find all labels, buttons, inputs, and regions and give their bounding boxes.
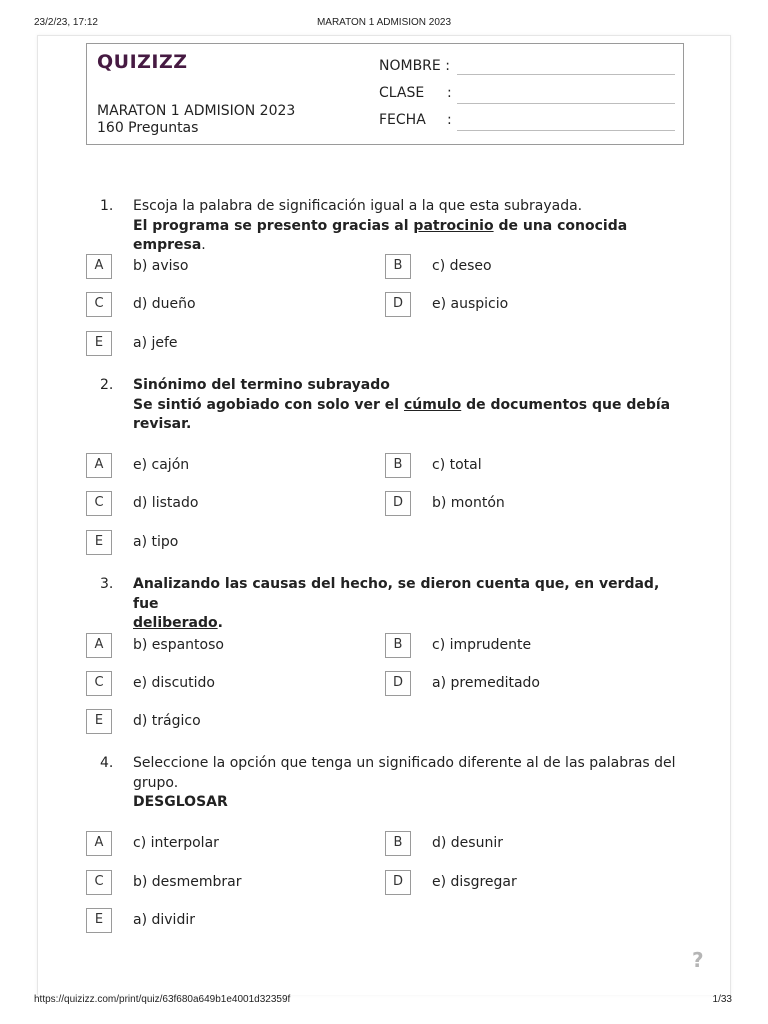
field-underline xyxy=(457,103,675,104)
option-box-c[interactable]: C xyxy=(86,292,112,317)
quizizz-logo: QUIZIZZ xyxy=(97,51,188,73)
field-label: FECHA xyxy=(379,112,426,128)
page-frame xyxy=(37,35,731,995)
help-button[interactable]: ? xyxy=(692,948,704,972)
option-box-b[interactable]: B xyxy=(385,254,411,279)
text-segment: . xyxy=(217,615,223,631)
option-text: c) deseo xyxy=(432,258,492,274)
question-text xyxy=(133,376,678,435)
field-colon: : xyxy=(447,85,452,101)
text-segment: de una conocida empresa xyxy=(133,217,628,253)
option-text: b) montón xyxy=(432,495,505,511)
field-label: CLASE xyxy=(379,85,425,101)
question-number: 3. xyxy=(100,576,114,592)
option-text: b) aviso xyxy=(133,258,189,274)
text-segment: . xyxy=(201,237,206,253)
quiz-header-box xyxy=(86,43,684,145)
option-box-d[interactable]: D xyxy=(385,671,411,696)
option-box-d[interactable]: D xyxy=(385,870,411,895)
question-line xyxy=(133,614,678,634)
question-line xyxy=(133,396,678,416)
question-number: 4. xyxy=(100,755,114,771)
option-text: e) discutido xyxy=(133,675,215,691)
option-text: e) cajón xyxy=(133,457,190,473)
question-line: revisar. xyxy=(133,416,192,432)
option-box-c[interactable]: C xyxy=(86,870,112,895)
underlined-word: cúmulo xyxy=(403,396,462,413)
option-box-b[interactable]: B xyxy=(385,633,411,658)
question-line: Sinónimo del termino subrayado xyxy=(133,377,390,393)
option-box-b[interactable]: B xyxy=(385,453,411,478)
option-text: a) premeditado xyxy=(432,675,540,691)
underlined-word: deliberado xyxy=(133,615,218,631)
option-text: e) auspicio xyxy=(432,296,509,312)
option-text: c) imprudente xyxy=(432,637,532,653)
option-text: d) desunir xyxy=(432,835,503,851)
field-underline xyxy=(457,130,675,131)
option-box-e[interactable]: E xyxy=(86,709,112,734)
question-text xyxy=(133,754,678,813)
question-line: grupo. xyxy=(133,774,179,791)
option-box-e[interactable]: E xyxy=(86,331,112,356)
option-text: d) dueño xyxy=(133,296,196,312)
option-box-a[interactable]: A xyxy=(86,633,112,658)
field-underline xyxy=(457,74,675,75)
question-text xyxy=(133,575,678,634)
option-box-a[interactable]: A xyxy=(86,831,112,856)
question-number: 2. xyxy=(100,377,114,393)
underlined-word: patrocinio xyxy=(413,217,494,234)
option-text: c) total xyxy=(432,457,482,473)
option-box-d[interactable]: D xyxy=(385,491,411,516)
option-text: b) espantoso xyxy=(133,637,224,653)
question-count: 160 Preguntas xyxy=(97,120,199,136)
option-text: d) trágico xyxy=(133,713,201,729)
option-box-c[interactable]: C xyxy=(86,671,112,696)
option-text: a) dividir xyxy=(133,912,195,928)
print-title: MARATON 1 ADMISION 2023 xyxy=(316,17,452,28)
option-box-e[interactable]: E xyxy=(86,530,112,555)
option-box-a[interactable]: A xyxy=(86,254,112,279)
option-box-b[interactable]: B xyxy=(385,831,411,856)
quiz-title: MARATON 1 ADMISION 2023 xyxy=(97,103,296,119)
print-url[interactable]: https://quizizz.com/print/quiz/63f680a649b1e4001d32359f xyxy=(34,994,291,1005)
question-line: Analizando las causas del hecho, se dieron cuenta que, en verdad, fue xyxy=(133,576,660,612)
text-segment: Se sintió agobiado con solo ver el xyxy=(133,396,404,413)
question-line: Escoja la palabra de significación igual a la que esta subrayada. xyxy=(133,198,583,214)
question-line: Seleccione la opción que tenga un significado diferente al de las palabras del xyxy=(133,755,676,771)
option-text: a) tipo xyxy=(133,534,179,550)
question-line: DESGLOSAR xyxy=(133,794,228,810)
option-text: c) interpolar xyxy=(133,835,219,851)
field-colon: : xyxy=(447,112,452,128)
option-text: a) jefe xyxy=(133,335,178,351)
option-box-a[interactable]: A xyxy=(86,453,112,478)
option-text: d) listado xyxy=(133,495,199,511)
option-box-d[interactable]: D xyxy=(385,292,411,317)
text-segment: El programa se presento gracias al xyxy=(133,217,414,234)
text-segment: de documentos que debía xyxy=(461,396,671,413)
question-text xyxy=(133,197,678,256)
question-number: 1. xyxy=(100,198,114,214)
option-box-e[interactable]: E xyxy=(86,908,112,933)
question-line xyxy=(133,217,678,256)
print-datetime: 23/2/23, 17:12 xyxy=(34,17,98,28)
option-text: b) desmembrar xyxy=(133,874,242,890)
option-text: e) disgregar xyxy=(432,874,517,890)
field-label: NOMBRE : xyxy=(379,58,450,74)
print-page-number: 1/33 xyxy=(712,994,732,1005)
option-box-c[interactable]: C xyxy=(86,491,112,516)
